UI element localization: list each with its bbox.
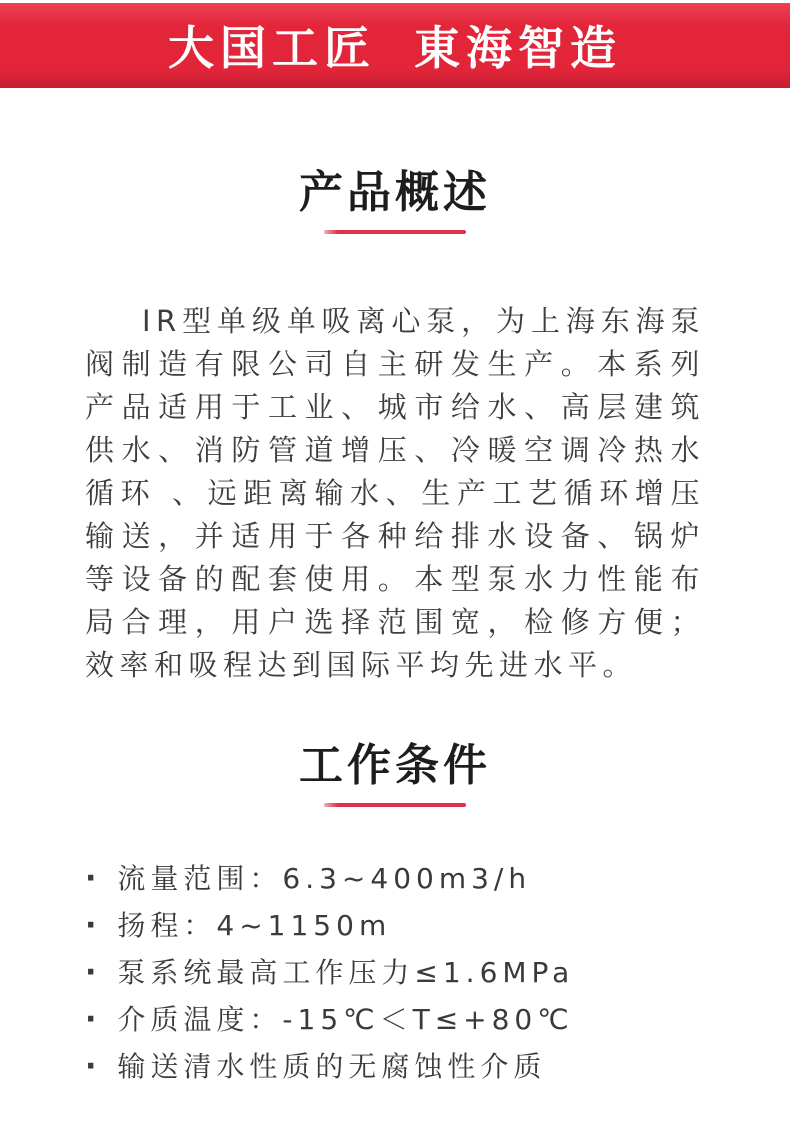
- product-description-page: [0, 3, 790, 1129]
- bullet-dot-icon: ·: [85, 908, 102, 943]
- section-conditions: [0, 741, 790, 1083]
- overview-section-title: 产品概述: [299, 167, 491, 218]
- list-item: [85, 863, 790, 895]
- title-underline: [324, 230, 466, 234]
- overview-paragraph: IR型单级单吸离心泵，为上海东海泵阀制造有限公司自主研发生产。本系列产品适用于工业、城市给水、高层建筑供水、消防管道增压、冷暖空调冷热水循环 、远距离输水、生产工艺循环增压输送，并适用于各种给排水设备、锅炉等设备的配套使用。本型泵水力性能布局合理，用户选择范围宽，检修方便；效率和吸程达到国际平均先进水平。: [85, 304, 705, 682]
- bullet-dot-icon: ·: [85, 1049, 102, 1084]
- list-item-text: 扬程：4~1150m: [117, 909, 392, 942]
- bullet-dot-icon: ·: [85, 1002, 102, 1037]
- list-item: [85, 1004, 790, 1036]
- list-item-text: 介质温度：-15℃＜T≤+80℃: [117, 1003, 574, 1036]
- list-item: [85, 1051, 790, 1083]
- list-item-text: 泵系统最高工作压力≤1.6MPa: [117, 956, 575, 989]
- section-overview: [0, 168, 790, 687]
- list-item: [85, 910, 790, 942]
- banner-title: 大国工匠 東海智造: [167, 20, 622, 75]
- bullet-dot-icon: ·: [85, 861, 102, 896]
- list-item: [85, 957, 790, 989]
- title-underline: [324, 803, 466, 807]
- list-item-text: 流量范围：6.3~400m3/h: [117, 862, 532, 895]
- conditions-list: [85, 863, 790, 1083]
- list-item-text: 输送清水性质的无腐蚀性介质: [117, 1050, 547, 1083]
- conditions-section-title: 工作条件: [299, 740, 491, 791]
- top-banner: [0, 3, 790, 88]
- bullet-dot-icon: ·: [85, 955, 102, 990]
